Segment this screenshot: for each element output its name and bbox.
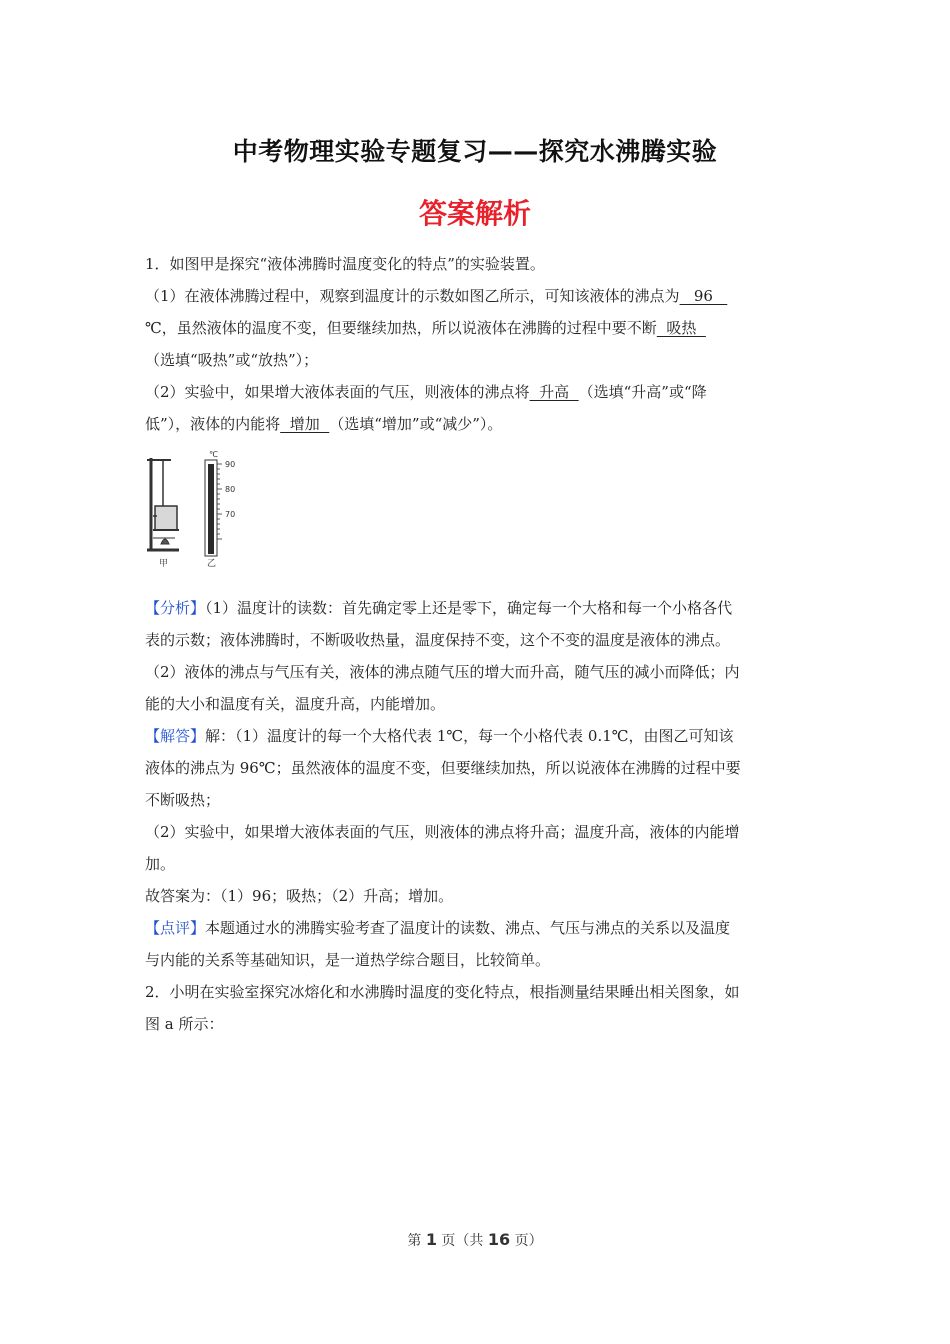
analysis-line4: 能的大小和温度有关，温度升高，内能增加。 [145,695,446,713]
answer-text-1a: 解：（1）温度计的每一个大格代表 1℃，每一个小格代表 0.1℃，由图乙可知该 [205,727,734,745]
comment-text-a: 本题通过水的沸腾实验考查了温度计的读数、沸点、气压与沸点的关系以及温度 [205,919,731,937]
q1-part2-line1 [145,376,810,408]
q2-line1: 2．小明在实验室探究冰熔化和水沸腾时温度的变化特点，根指测量结果睡出相关图象，如 [145,983,740,1001]
q1-part2-text-d: （选填“增加”或“减少”）。 [329,415,503,433]
analysis-text-1a: （1）温度计的读数：首先确定零上还是零下，确定每一个大格和每一个小格各代 [205,599,733,617]
answer-line4: （2）实验中，如果增大液体表面的气压，则液体的沸点将升高；温度升高，液体的内能增 [145,823,740,841]
analysis-line3: （2）液体的沸点与气压有关，液体的沸点随气压的增大而升高，随气压的减小而降低；内 [145,663,740,681]
q1-part1-line1 [145,280,810,312]
answer-tag: 【解答】 [145,727,206,745]
q2-line2: 图 a 所示： [145,1015,224,1033]
footer-prefix: 第 [407,1233,426,1249]
comment-tag: 【点评】 [145,919,206,937]
answer-subtitle: 答案解析 [418,197,531,230]
footer-middle: 页（共 [436,1233,488,1249]
experiment-figure [145,448,810,584]
q1-part2-text-c: 低”），液体的内能将 [145,415,281,433]
footer-suffix: 页） [510,1233,543,1249]
document-body [145,248,810,1040]
answer-line3: 不断吸热； [145,791,221,809]
q1-part2-line2 [145,408,810,440]
thermometer-unit-label: ℃ [209,450,218,459]
tick-label-70: 70 [225,510,236,519]
apparatus-and-thermometer-image [145,448,255,578]
comment-line2: 与内能的关系等基础知识，是一道热学综合题目，比较简单。 [145,951,551,969]
page-footer [0,1230,950,1250]
q1-stem: 1．如图甲是探究“液体沸腾时温度变化的特点”的实验装置。 [145,255,545,273]
footer-total-pages: 16 [487,1230,511,1249]
q1-part1-text-b: ℃，虽然液体的温度不变，但要继续加热，所以说液体在沸腾的过程中要不断 [145,319,657,337]
q1-answer-boiling-point: 96 [679,287,728,305]
q1-part2-text-b: （选填“升高”或“降 [578,383,707,401]
q1-part1-line3: （选填“吸热”或“放热”）； [145,351,319,369]
q1-part1-line2 [145,312,810,344]
tick-label-80: 80 [225,485,236,494]
answer-line5: 加。 [145,855,176,873]
analysis-line2: 表的示数；液体沸腾时，不断吸收热量，温度保持不变，这个不变的温度是液体的沸点。 [145,631,731,649]
q1-part2-text-a: （2）实验中，如果增大液体表面的气压，则液体的沸点将 [145,383,530,401]
final-answer-line: 故答案为：（1）96；吸热；（2）升高；增加。 [145,887,454,905]
boiling-apparatus-drawing [147,458,179,550]
analysis-line1 [145,592,810,624]
q1-answer-rise: 升高 [529,383,579,401]
thermometer-drawing [205,460,222,556]
figure-label-jia: 甲 [159,559,169,569]
footer-page-number: 1 [425,1230,437,1249]
q1-answer-absorb-heat: 吸热 [656,319,706,337]
q1-part1-text-a: （1）在液体沸腾过程中，观察到温度计的示数如图乙所示，可知该液体的沸点为 [145,287,680,305]
figure-label-yi: 乙 [207,559,217,569]
comment-line1 [145,912,810,944]
answer-line1 [145,720,810,752]
tick-label-90: 90 [225,460,236,469]
answer-line2: 液体的沸点为 96℃；虽然液体的温度不变，但要继续加热，所以说液体在沸腾的过程中要 [145,759,741,777]
analysis-tag: 【分析】 [145,599,206,617]
page-title: 中考物理实验专题复习——探究水沸腾实验 [232,137,718,166]
q1-answer-increase: 增加 [280,415,330,433]
